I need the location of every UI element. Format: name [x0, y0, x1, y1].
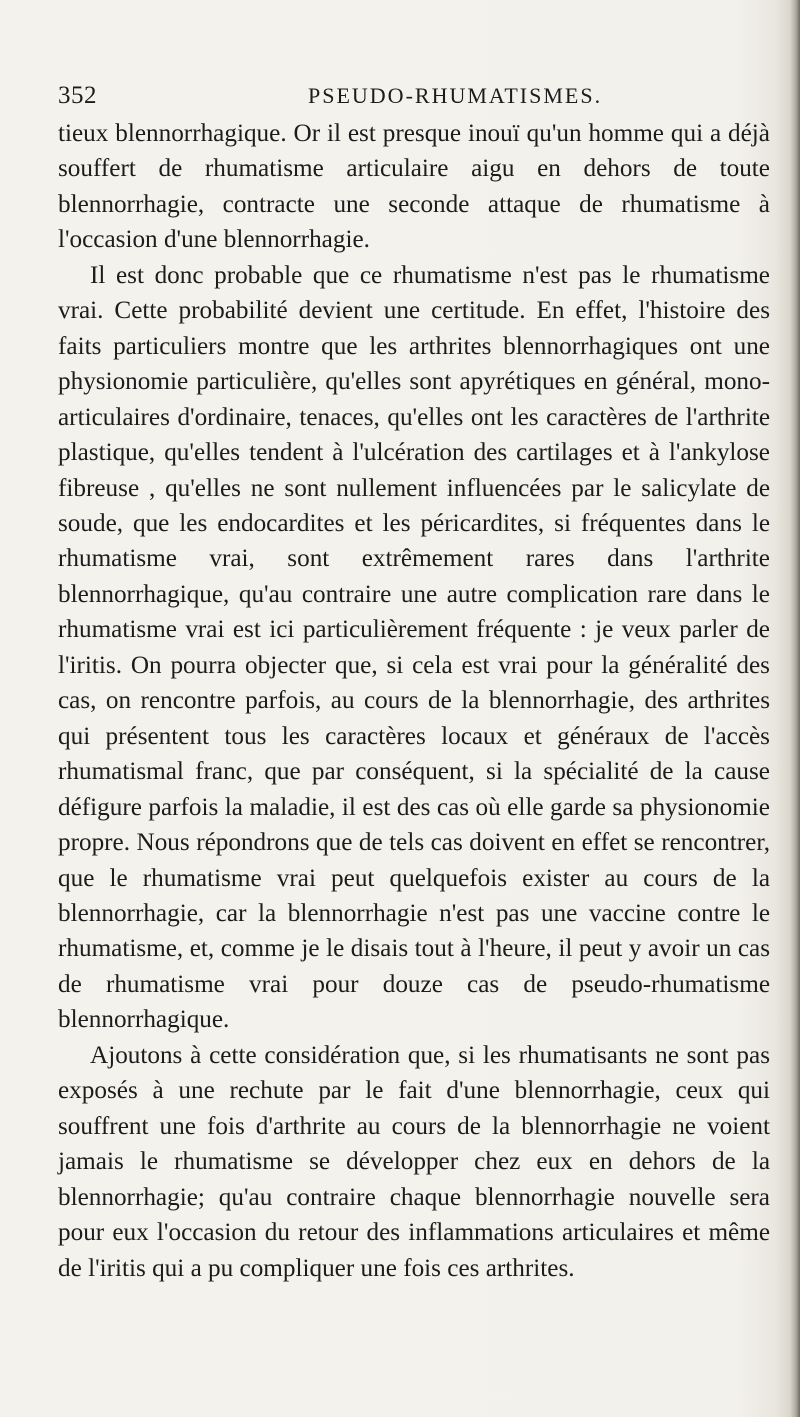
running-title: PSEUDO-RHUMATISMES. — [308, 83, 603, 108]
paragraph-conclusion: Ajoutons à cette considération que, si les rhumatisants ne sont pas exposés à une rechute par le fait d'une blennorrhagie, ceux qui souffrent une fois d'arthrite au cours de la blennorrhagie ne voient jamais le rhumatisme se développer chez eux en dehors de la blennorrhagie; qu'au contraire chaque blennorrhagie nouvelle sera pour eux l'occasion du retour des inflammations articulaires et même de l'iritis qui a pu compliquer une fois ces arthrites. — [58, 1041, 770, 1282]
body-text — [58, 116, 770, 1286]
paragraph-main-argument: Il est donc probable que ce rhumatisme n'est pas le rhumatisme vrai. Cette probabilité devient une certitude. En effet, l'histoire des faits particuliers montre que les arthrites blennorrhagiques ont une physionomie particulière, qu'elles sont apyrétiques en général, mono-articulaires d'ordinaire, tenaces, qu'elles ont les caractères de l'arthrite plastique, qu'elles tendent à l'ulcération des cartilages et à l'ankylose fibreuse , qu'elles ne sont nullement influencées par le salicylate de soude, que les endocardites et les péricardites, si fréquentes dans le rhumatisme vrai, sont extrêmement rares dans l'arthrite blennorrhagique, qu'au contraire une autre complication rare dans le rhumatisme vrai est ici particulièrement fréquente : je veux parler de l'iritis. On pourra objecter que, si cela est vrai pour la généralité des cas, on rencontre parfois, au cours de la blennorrhagie, des arthrites qui présentent tous les caractères locaux et généraux de l'accès rhumatismal franc, que par conséquent, si la spécialité de la cause défigure parfois la maladie, il est des cas où elle garde sa physionomie propre. Nous répondrons que de tels cas doivent en effet se rencontrer, que le rhumatisme vrai peut quelquefois exister au cours de la blennorrhagie, car la blennorrhagie n'est pas une vaccine contre le rhumatisme, et, comme je le disais tout à l'heure, il peut y avoir un cas de rhumatisme vrai pour douze cas de pseudo-rhumatisme blennorrhagique. — [58, 261, 770, 1034]
page-number: 352 — [58, 82, 97, 109]
page-edge-shadow — [790, 0, 800, 1417]
paragraph-continuation: tieux blennorrhagique. Or il est presque inouï qu'un homme qui a déjà souffert de rhumatisme articulaire aigu en dehors de toute blennorrhagie, contracte une seconde attaque de rhumatisme à l'occasion d'une blennorrhagie. — [58, 120, 770, 254]
page-header — [58, 76, 770, 116]
